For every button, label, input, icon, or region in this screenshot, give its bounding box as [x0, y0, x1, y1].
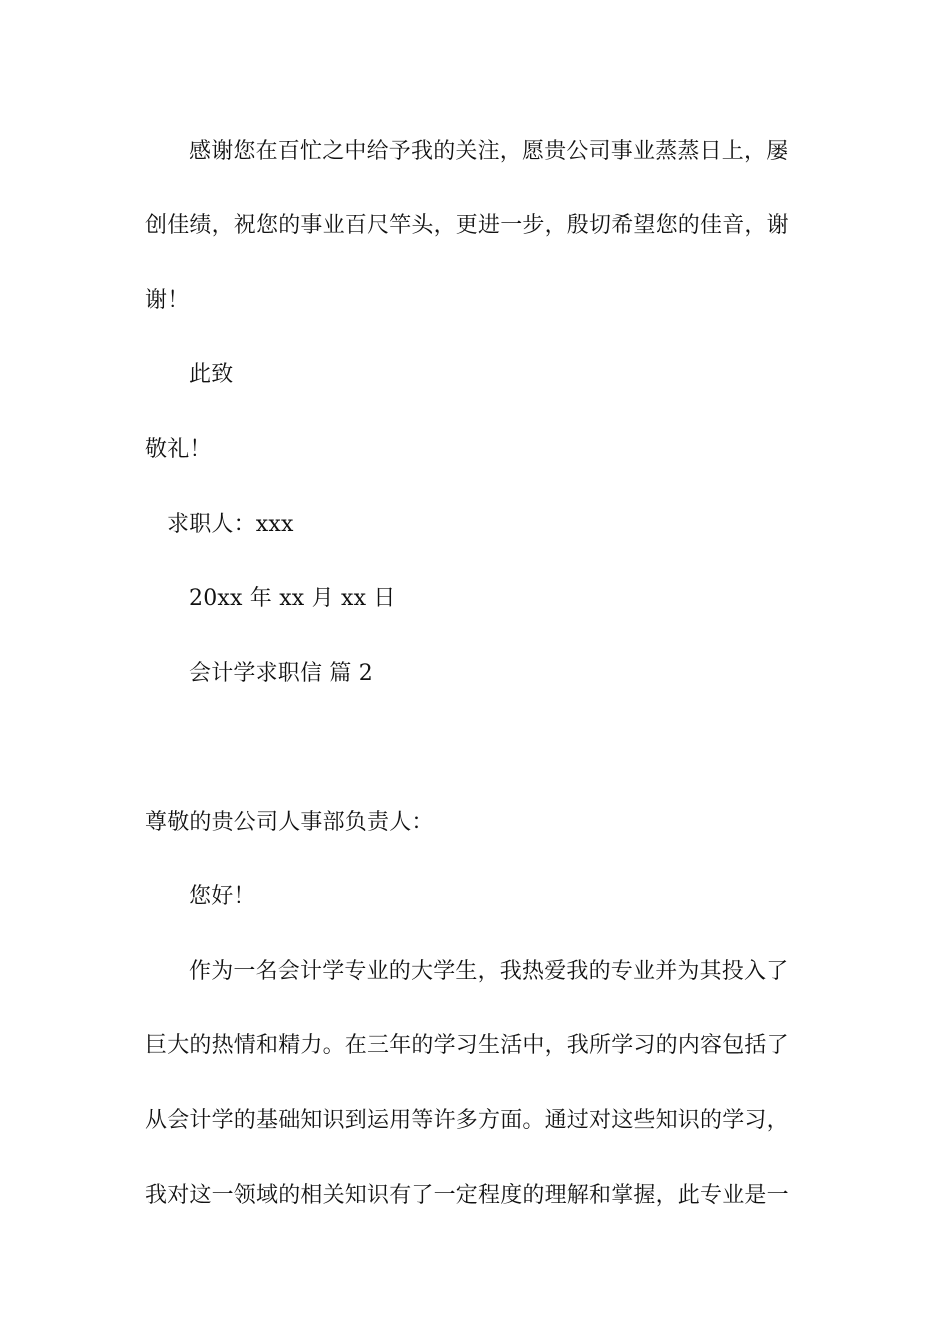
paragraph-line: 作为一名会计学专业的大学生，我热爱我的专业并为其投入了 [189, 959, 789, 984]
closing-salutation: 敬礼！ [145, 437, 212, 462]
greeting-line: 尊敬的贵公司人事部负责人： [145, 810, 434, 835]
paragraph-line: 从会计学的基础知识到运用等许多方面。通过对这些知识的学习， [145, 1108, 789, 1133]
section-title: 会计学求职信 篇 2 [189, 661, 373, 686]
signature-line: 求职人：xxx [167, 512, 294, 537]
paragraph-line: 感谢您在百忙之中给予我的关注，愿贵公司事业蒸蒸日上，屡 [189, 139, 789, 164]
paragraph-line: 巨大的热情和精力。在三年的学习生活中，我所学习的内容包括了 [145, 1033, 789, 1058]
paragraph-line: 我对这一领域的相关知识有了一定程度的理解和掌握，此专业是一 [145, 1183, 789, 1208]
date-line: 20xx 年 xx 月 xx 日 [189, 586, 396, 611]
paragraph-line: 创佳绩，祝您的事业百尺竿头，更进一步，殷切希望您的佳音，谢 [145, 213, 789, 238]
closing-line: 此致 [189, 362, 234, 387]
paragraph-line: 谢！ [145, 288, 190, 313]
greeting-hello: 您好！ [189, 884, 256, 909]
